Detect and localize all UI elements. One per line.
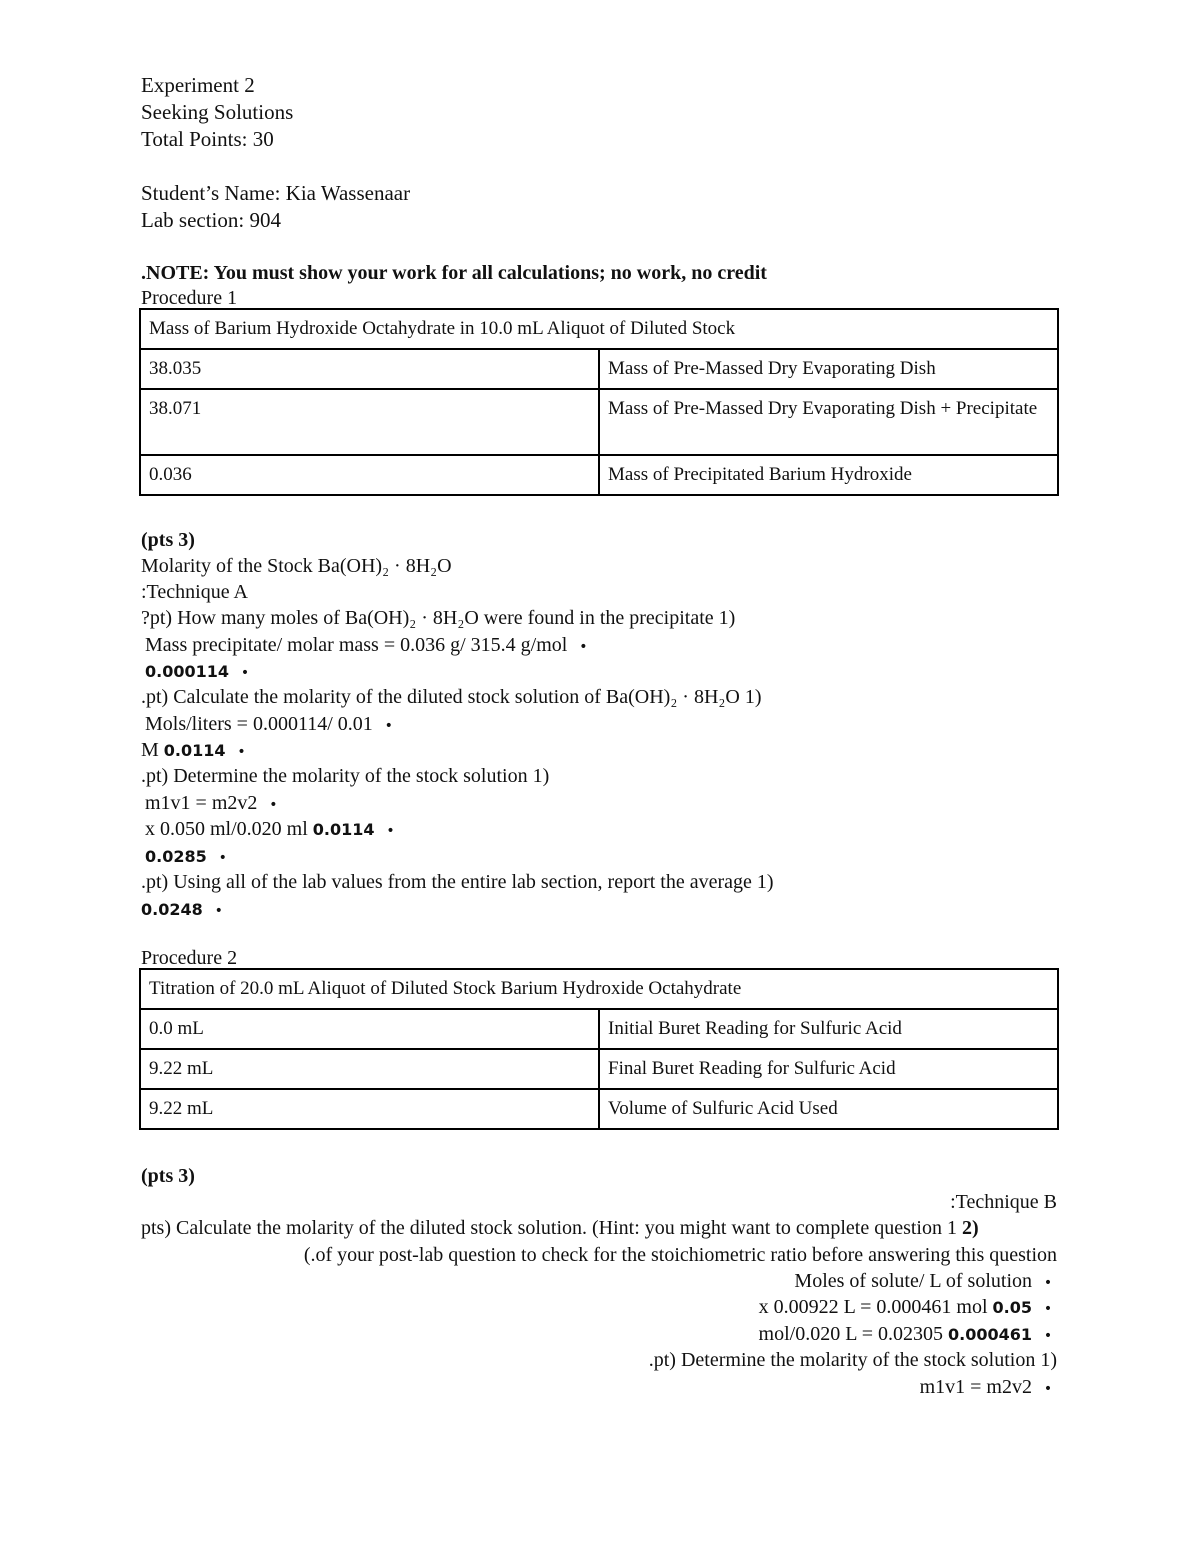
question-b1-line2: (.of your post-lab question to check for the stoichiometric ratio before answering this question: [303, 1244, 1057, 1266]
table-title: Titration of 20.0 mL Aliquot of Diluted Stock Barium Hydroxide Octahydrate: [140, 969, 1058, 1009]
bullet-icon: •: [1043, 1275, 1053, 1291]
table-value: 9.22 mL: [140, 1089, 599, 1129]
answer-a1-result: 0.000114 •: [145, 659, 256, 685]
answer-a2-work: Mols/liters = 0.000114/ 0.01 •: [145, 712, 400, 738]
table-row: [140, 455, 1058, 495]
bullet-icon: •: [237, 744, 246, 760]
table-label: Volume of Sulfuric Acid Used: [599, 1089, 1058, 1129]
bullet-icon: •: [218, 850, 227, 866]
table-label: Final Buret Reading for Sulfuric Acid: [599, 1049, 1058, 1089]
answer-b1-line2: x 0.00922 L = 0.000461 mol 0.05 •: [759, 1295, 1059, 1321]
question-b1-line1: pts) Calculate the molarity of the diluted stock solution. (Hint: you might want to complete question 1 2): [141, 1217, 979, 1239]
technique-a: :Technique A: [141, 581, 248, 603]
procedure-1-label: Procedure 1: [141, 287, 238, 309]
answer-b1-line1: Moles of solute/ L of solution •: [794, 1269, 1059, 1295]
table-title-row: [140, 969, 1058, 1009]
bullet-icon: •: [579, 639, 588, 655]
table-value: 9.22 mL: [140, 1049, 599, 1089]
question-a1: ?pt) How many moles of Ba(OH)₂ · 8H₂O were found in the precipitate 1): [141, 607, 736, 629]
procedure-2-table: [139, 968, 1059, 1130]
table-value: 38.035: [140, 349, 599, 389]
note: .NOTE: You must show your work for all calculations; no work, no credit: [141, 262, 767, 284]
answer-a3-work: x 0.050 ml/0.020 ml 0.0114 •: [145, 817, 402, 843]
bullet-icon: •: [269, 797, 278, 813]
technique-b: :Technique B: [950, 1191, 1057, 1213]
bullet-icon: •: [240, 665, 250, 681]
table-row: [140, 349, 1058, 389]
table-row: [140, 1009, 1058, 1049]
procedure-1-table: [139, 308, 1059, 496]
lab-section: Lab section: 904: [141, 208, 281, 232]
table-value: 38.071: [140, 389, 599, 455]
student-name: Student’s Name: Kia Wassenaar: [141, 181, 411, 205]
answer-b1-line3: mol/0.020 L = 0.02305 0.000461 •: [759, 1322, 1059, 1348]
table-label: Mass of Pre-Massed Dry Evaporating Dish + Precipitate: [599, 389, 1058, 455]
answer-a3-formula: m1v1 = m2v2 •: [145, 791, 284, 817]
table-row: [140, 1089, 1058, 1129]
table-label: Mass of Pre-Massed Dry Evaporating Dish: [599, 349, 1058, 389]
question-a4: .pt) Using all of the lab values from the entire lab section, report the average 1): [141, 871, 774, 893]
procedure-2-label: Procedure 2: [141, 947, 238, 969]
bullet-icon: •: [384, 718, 393, 734]
question-a3: .pt) Determine the molarity of the stock solution 1): [141, 765, 550, 787]
table-value: 0.036: [140, 455, 599, 495]
section-a-points: (pts 3): [141, 529, 195, 551]
question-a2: .pt) Calculate the molarity of the diluted stock solution of Ba(OH)₂ · 8H₂O 1): [141, 686, 762, 708]
answer-a4-result: 0.0248 •: [141, 897, 230, 923]
bullet-icon: •: [1043, 1328, 1053, 1344]
answer-a2-result: M 0.0114 •: [141, 738, 253, 764]
experiment-number: Experiment 2: [141, 73, 255, 97]
answer-a1-work: Mass precipitate/ molar mass = 0.036 g/ 315.4 g/mol •: [145, 633, 594, 659]
table-label: Initial Buret Reading for Sulfuric Acid: [599, 1009, 1058, 1049]
bullet-icon: •: [386, 823, 395, 839]
table-label: Mass of Precipitated Barium Hydroxide: [599, 455, 1058, 495]
bullet-icon: •: [1043, 1301, 1053, 1317]
table-row: [140, 1049, 1058, 1089]
answer-a3-result: 0.0285 •: [145, 844, 234, 870]
experiment-title: Seeking Solutions: [141, 100, 294, 124]
answer-b2-formula: m1v1 = m2v2 •: [920, 1375, 1059, 1401]
table-value: 0.0 mL: [140, 1009, 599, 1049]
molarity-title: Molarity of the Stock Ba(OH)₂ · 8H₂O: [141, 555, 452, 577]
table-title-row: [140, 309, 1058, 349]
bullet-icon: •: [1043, 1381, 1053, 1397]
table-row: [140, 389, 1058, 455]
question-b2: .pt) Determine the molarity of the stock solution 1): [648, 1349, 1057, 1371]
section-b-points: (pts 3): [141, 1165, 195, 1187]
bullet-icon: •: [214, 903, 223, 919]
table-title: Mass of Barium Hydroxide Octahydrate in 10.0 mL Aliquot of Diluted Stock: [140, 309, 1058, 349]
total-points: Total Points: 30: [141, 127, 274, 151]
